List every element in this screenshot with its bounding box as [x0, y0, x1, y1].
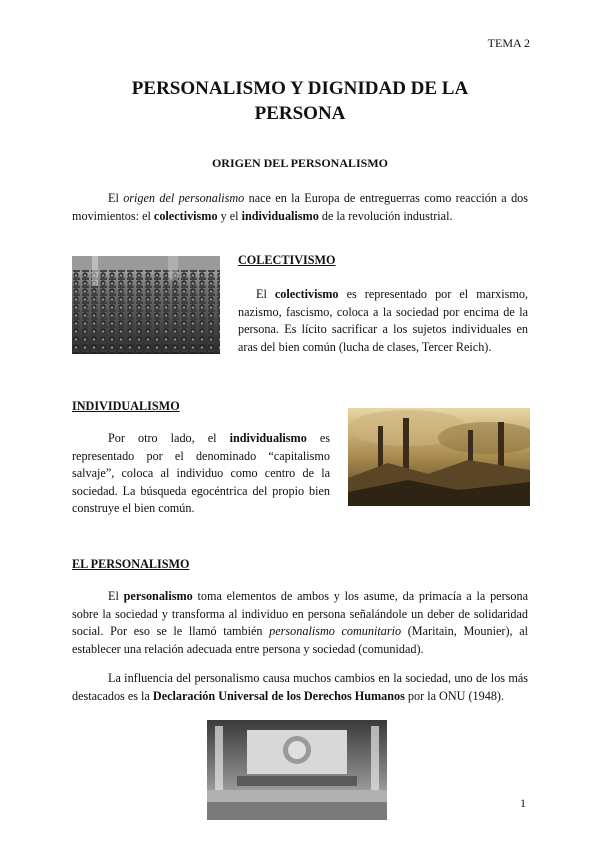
text: Por otro lado, el	[108, 431, 230, 445]
text: (Maritain, Mounier), al establecer una relación adecuada entre persona y sociedad (comunidad).	[72, 624, 528, 656]
collectivism-paragraph	[238, 286, 528, 356]
page-title	[60, 76, 540, 126]
italic-text: origen del personalismo	[123, 191, 245, 205]
text: El	[256, 287, 275, 301]
bold-text: personalismo	[123, 589, 193, 603]
text: es representado por el marxismo, nazismo, fascismo, coloca a la sociedad por encima de la persona. Es lícito sacrificar a los sujetos individuales en aras del bien común (lucha de clases, Tercer Reich).	[238, 287, 528, 354]
individualism-paragraph	[72, 430, 330, 518]
influence-paragraph	[72, 670, 528, 705]
page-title-line-1: PERSONALISMO Y DIGNIDAD DE LA	[131, 78, 469, 99]
bold-text: colectivismo	[153, 208, 218, 223]
text: toma elementos de ambos y los asume, da primacía a la persona sobre la sociedad y transforma al individuo en persona señalándole un deber de solidaridad social. Por eso se le llamó también	[72, 589, 528, 638]
bold-text: individualismo	[229, 431, 307, 445]
individualism-heading: INDIVIDUALISMO	[72, 399, 180, 413]
section-subtitle: ORIGEN DEL PERSONALISMO	[211, 156, 389, 170]
page-title-line-2: PERSONA	[254, 103, 346, 124]
text: por la ONU (1948).	[404, 688, 505, 703]
text: de la revolución industrial.	[318, 208, 453, 223]
intro-paragraph	[72, 190, 528, 225]
bold-text: colectivismo	[274, 287, 339, 301]
chapter-label: TEMA 2	[487, 36, 530, 50]
industrial-revolution-painting	[348, 408, 530, 506]
bold-text: Declaración Universal de los Derechos Humanos	[152, 688, 405, 703]
personalism-heading: EL PERSONALISMO	[72, 557, 190, 571]
text: y el	[217, 208, 242, 223]
text: es representado por el denominado “capitalismo salvaje”, coloca al individuo como centro de la sociedad. La búsqueda egocéntrica del propio bien construye el bien común.	[72, 431, 331, 515]
collectivism-heading: COLECTIVISMO	[238, 253, 336, 267]
text: La influencia del personalismo causa muchos cambios en la sociedad, uno de los más destacados es la	[72, 671, 528, 703]
un-assembly-photo	[207, 720, 387, 820]
text: El	[108, 589, 124, 603]
text: nace en la Europa de entreguerras como reacción a dos movimientos: el	[72, 191, 528, 223]
collectivism-crowd-photo	[72, 256, 220, 354]
bold-text: individualismo	[241, 208, 319, 223]
italic-text: personalismo comunitario	[269, 624, 402, 638]
page-number: 1	[520, 796, 526, 810]
text: El	[108, 191, 124, 205]
personalism-paragraph	[72, 588, 528, 658]
